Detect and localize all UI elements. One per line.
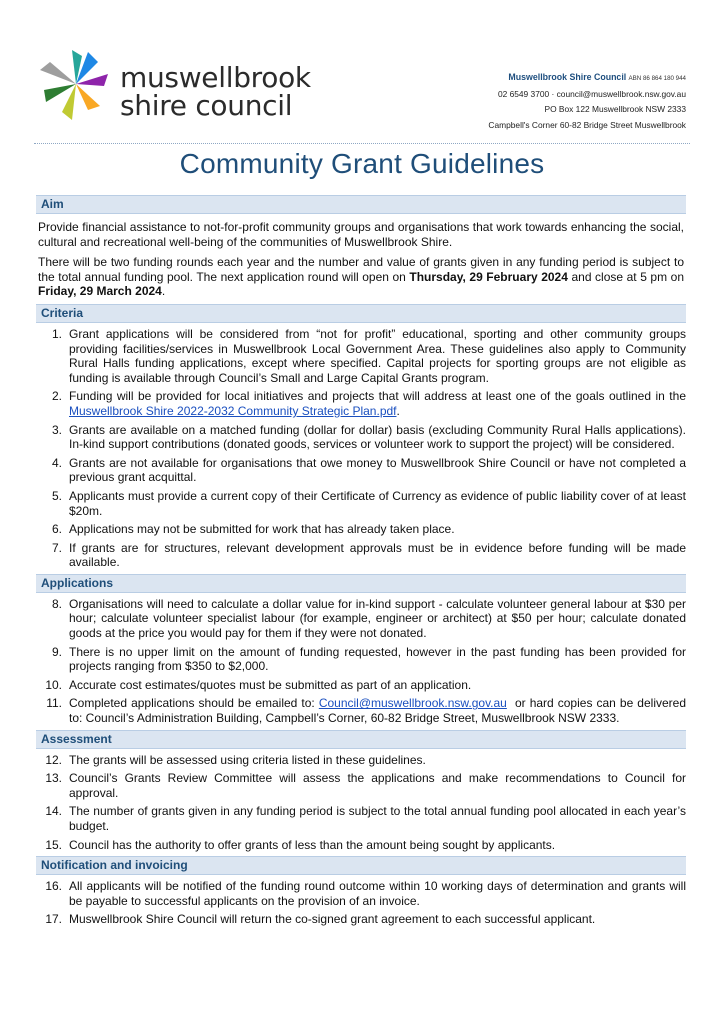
list-item xyxy=(36,389,686,418)
aim-paragraph-1: Provide financial assistance to not-for-profit community groups and organisations that work towards enhancing the social, cultural and recreational well-being of the communities of Muswellbrook Shire. xyxy=(38,220,684,249)
applications-list xyxy=(36,596,690,726)
list-item xyxy=(36,678,686,693)
list-item xyxy=(36,522,686,537)
list-item-text: Funding will be provided for local initiatives and projects that will address at least one of the goals outlined in the xyxy=(69,389,686,404)
aim-p2-text-b: and close at 5 pm on xyxy=(567,269,684,284)
list-item-link[interactable]: Council@muswellbrook.nsw.gov.au xyxy=(318,696,507,711)
list-item-number: 6. xyxy=(51,522,62,537)
list-item-number: 15. xyxy=(45,837,62,852)
section-notification-heading: Notification and invoicing xyxy=(36,856,686,875)
phone-email: 02 6549 3700 · council@muswellbrook.nsw.gov.au xyxy=(497,88,686,99)
notification-list xyxy=(36,879,686,927)
list-item xyxy=(36,912,686,927)
list-item-number: 10. xyxy=(45,677,62,692)
list-item xyxy=(36,879,686,908)
section-applications-heading: Applications xyxy=(36,574,686,593)
street-address: Campbell's Corner 60-82 Bridge Street Muswellbrook xyxy=(488,119,686,130)
criteria-list xyxy=(36,327,686,570)
list-item xyxy=(36,327,686,385)
aim-p2-text-a: There will be two funding rounds each year and the number and value of grants given in any funding period is subject to the total annual funding pool. The next application round will open on xyxy=(38,255,684,284)
list-item-text: Accurate cost estimates/quotes must be submitted as part of an application. xyxy=(69,677,472,692)
list-item-link[interactable]: Muswellbrook Shire 2022-2032 Community Strategic Plan.pdf xyxy=(69,403,397,418)
list-item-number: 3. xyxy=(51,422,62,437)
list-item xyxy=(36,771,686,800)
list-item xyxy=(36,838,686,853)
star-logo-icon xyxy=(36,44,116,124)
list-item-number: 4. xyxy=(51,455,62,470)
list-item xyxy=(36,489,686,518)
list-item-text: Grants are available on a matched funding (dollar for dollar) basis (excluding Community Rural Halls applications). In-kind support contributions (donated goods, services or volunteer work to support the project) will be considered. xyxy=(69,422,686,452)
abn: ABN 86 864 180 944 xyxy=(628,75,686,82)
council-logo xyxy=(36,44,326,132)
letterhead xyxy=(0,0,724,140)
list-item-text: The grants will be assessed using criteria listed in these guidelines. xyxy=(69,752,426,767)
close-date: Friday, 29 March 2024 xyxy=(38,284,162,299)
list-item-text: Grants are not available for organisations that owe money to Muswellbrook Shire Council or have not completed a previous grant acquittal. xyxy=(69,455,686,485)
assessment-list xyxy=(36,753,686,853)
list-item-number: 16. xyxy=(45,879,62,894)
list-item xyxy=(36,423,686,452)
list-item xyxy=(36,804,686,833)
list-item xyxy=(36,696,690,726)
list-item-text: Completed applications should be emailed to: xyxy=(69,696,319,711)
org-name: Muswellbrook Shire Council xyxy=(508,72,627,82)
list-item-text: Council has the authority to offer grants of less than the amount being sought by applicants. xyxy=(69,837,556,852)
list-item-text: All applicants will be notified of the funding round outcome within 10 working days of determination and grants will be payable to successful applicants on the provision of an invoice. xyxy=(69,879,686,908)
list-item-text: Applicants must provide a current copy of their Certificate of Currency as evidence of public liability cover of at least $20m. xyxy=(69,488,686,518)
list-item-number: 13. xyxy=(45,771,62,786)
list-item-number: 1. xyxy=(51,326,62,341)
list-item-text: Organisations will need to calculate a dollar value for in-kind support - calculate volunteer general labour at $30 per hour; calculate volunteer specialist labour (for example, engineer or architect) at $50 per hour; calculate donated goods at the price you would pay for them if they were not donated. xyxy=(69,596,686,641)
list-item-number: 9. xyxy=(51,644,62,659)
list-item-text: Applications may not be submitted for work that has already taken place. xyxy=(69,522,455,537)
list-item-text: Council’s Grants Review Committee will assess the applications and make recommendations to Council for approval. xyxy=(69,771,686,800)
header-divider xyxy=(34,143,690,144)
list-item-text: There is no upper limit on the amount of funding requested, however in the past funding has been provided for projects ranging from $350 to $2,000. xyxy=(69,644,686,674)
logo-wordmark-line1: muswellbrook xyxy=(120,61,311,94)
list-item-number: 11. xyxy=(46,696,62,711)
list-item-number: 12. xyxy=(45,752,62,767)
list-item xyxy=(36,541,686,570)
page-title: Community Grant Guidelines xyxy=(179,148,545,179)
list-item-number: 17. xyxy=(45,912,62,927)
list-item-number: 14. xyxy=(45,804,62,819)
list-item xyxy=(36,597,686,641)
list-item-text: Muswellbrook Shire Council will return the co-signed grant agreement to each successful applicant. xyxy=(69,912,596,927)
list-item-text-after-link: or hard copies can be delivered to: Council’s Administration Building, Campbell’s Corner, 60-82 Bridge Street, Muswellbrook NSW 2333. xyxy=(69,696,690,726)
org-line xyxy=(488,70,686,87)
list-item-text: The number of grants given in any funding period is subject to the total annual funding pool allocated in each year’s budget. xyxy=(69,804,686,833)
open-date: Thursday, 29 February 2024 xyxy=(409,269,568,284)
list-item-text: Grant applications will be considered from “not for profit” educational, sporting and other community groups providing facilities/services in Muswellbrook Local Government Area. These guidelines also apply to Community Rural Halls funding applications, except where specified. Capital projects for sporting groups are not eligible as funding is available through Council’s Small and Large Capital Grants program. xyxy=(69,326,686,385)
list-item xyxy=(36,456,686,485)
list-item-number: 5. xyxy=(51,488,62,503)
list-item xyxy=(36,753,686,768)
list-item-number: 2. xyxy=(51,389,62,404)
section-aim-heading: Aim xyxy=(36,195,686,214)
logo-wordmark-line2: shire council xyxy=(120,89,293,122)
list-item-number: 8. xyxy=(51,596,62,611)
po-box: PO Box 122 Muswellbrook NSW 2333 xyxy=(544,104,686,114)
list-item-text-after-link: . xyxy=(396,403,400,418)
section-assessment-heading: Assessment xyxy=(36,730,686,749)
section-criteria-heading: Criteria xyxy=(36,304,686,323)
contact-block xyxy=(488,70,686,133)
list-item-text: If grants are for structures, relevant development approvals must be in evidence before funding will be made available. xyxy=(69,540,686,570)
list-item-number: 7. xyxy=(51,540,62,555)
document-body xyxy=(36,195,690,931)
aim-paragraph-2 xyxy=(38,255,684,299)
aim-p2-text-c: . xyxy=(161,284,166,299)
list-item xyxy=(36,645,686,674)
